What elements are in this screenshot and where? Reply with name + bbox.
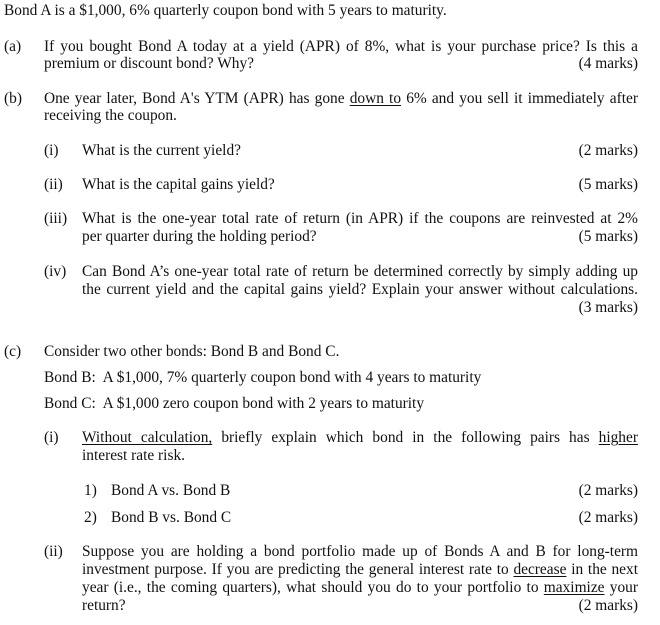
underlined-maximize: maximize <box>543 579 605 596</box>
pair-1-text: Bond A vs. Bond B <box>111 482 231 499</box>
part-c-ii-label: (ii) <box>44 543 63 560</box>
question-intro: Bond A is a $1,000, 6% quarterly coupon bond with 5 years to maturity. <box>4 2 447 19</box>
bond-b-description: Bond B: A $1,000, 7% quarterly coupon bond with 4 years to maturity <box>44 369 482 386</box>
part-a-marks: (4 marks) <box>578 55 638 72</box>
part-c-ii-line3: year (i.e., the coming quarters), what should you do to your portfolio to maximize your <box>82 579 638 596</box>
underlined-higher: higher <box>598 429 638 446</box>
part-b-iv-label: (iv) <box>44 263 67 280</box>
pair-1-number: 1) <box>84 482 97 499</box>
part-a-line2: premium or discount bond? Why? <box>44 55 255 72</box>
part-b-i-marks: (2 marks) <box>578 142 638 159</box>
underlined-decrease: decrease <box>513 561 567 578</box>
bond-c-description: Bond C: A $1,000 zero coupon bond with 2 years to maturity <box>44 395 425 412</box>
part-c-i-label: (i) <box>44 429 59 446</box>
part-c-ii-line4: return? <box>82 597 126 614</box>
part-c-intro: Consider two other bonds: Bond B and Bond C. <box>44 343 340 360</box>
part-c-i-line1: Without calculation, briefly explain which bond in the following pairs has higher <box>82 429 638 446</box>
underlined-down-to: down to <box>349 90 402 107</box>
part-b-line1: One year later, Bond A's YTM (APR) has gone down to 6% and you sell it immediately after <box>44 90 638 107</box>
part-b-iv-line1: Can Bond A’s one-year total rate of return be determined correctly by simply adding up <box>82 263 638 280</box>
part-b-iv-marks: (3 marks) <box>578 299 638 316</box>
part-b-ii-text: What is the capital gains yield? <box>82 176 275 193</box>
pair-2-number: 2) <box>84 509 97 526</box>
part-b-label: (b) <box>4 90 22 107</box>
part-b-i-text: What is the current yield? <box>82 142 241 159</box>
part-b-ii-marks: (5 marks) <box>578 176 638 193</box>
part-b-iii-marks: (5 marks) <box>578 228 638 245</box>
part-b-line2: receiving the coupon. <box>44 107 177 124</box>
part-b-ii-label: (ii) <box>44 176 63 193</box>
pair-2-marks: (2 marks) <box>578 509 638 526</box>
part-c-ii-line1: Suppose you are holding a bond portfolio made up of Bonds A and B for long-term <box>82 543 638 560</box>
part-a-label: (a) <box>4 38 22 55</box>
pair-1-marks: (2 marks) <box>578 482 638 499</box>
part-b-iii-line2: per quarter during the holding period? <box>82 228 317 245</box>
pair-2-text: Bond B vs. Bond C <box>111 509 232 526</box>
part-b-iii-line1: What is the one-year total rate of return (in APR) if the coupons are reinvested at 2% <box>82 210 638 227</box>
part-b-i-label: (i) <box>44 142 59 159</box>
part-b-iii-label: (iii) <box>44 210 68 227</box>
part-a-line1: If you bought Bond A today at a yield (APR) of 8%, what is your purchase price? Is this a <box>44 38 638 55</box>
part-b-iv-line2: the current yield and the capital gains yield? Explain your answer without calculations. <box>82 281 638 298</box>
underlined-without-calculation: Without calculation, <box>82 429 213 446</box>
part-c-i-line2: interest rate risk. <box>82 447 185 464</box>
part-c-label: (c) <box>4 343 22 360</box>
part-c-ii-marks: (2 marks) <box>578 597 638 614</box>
part-c-ii-line2: investment purpose. If you are predicting the general interest rate to decrease in the next <box>82 561 638 578</box>
